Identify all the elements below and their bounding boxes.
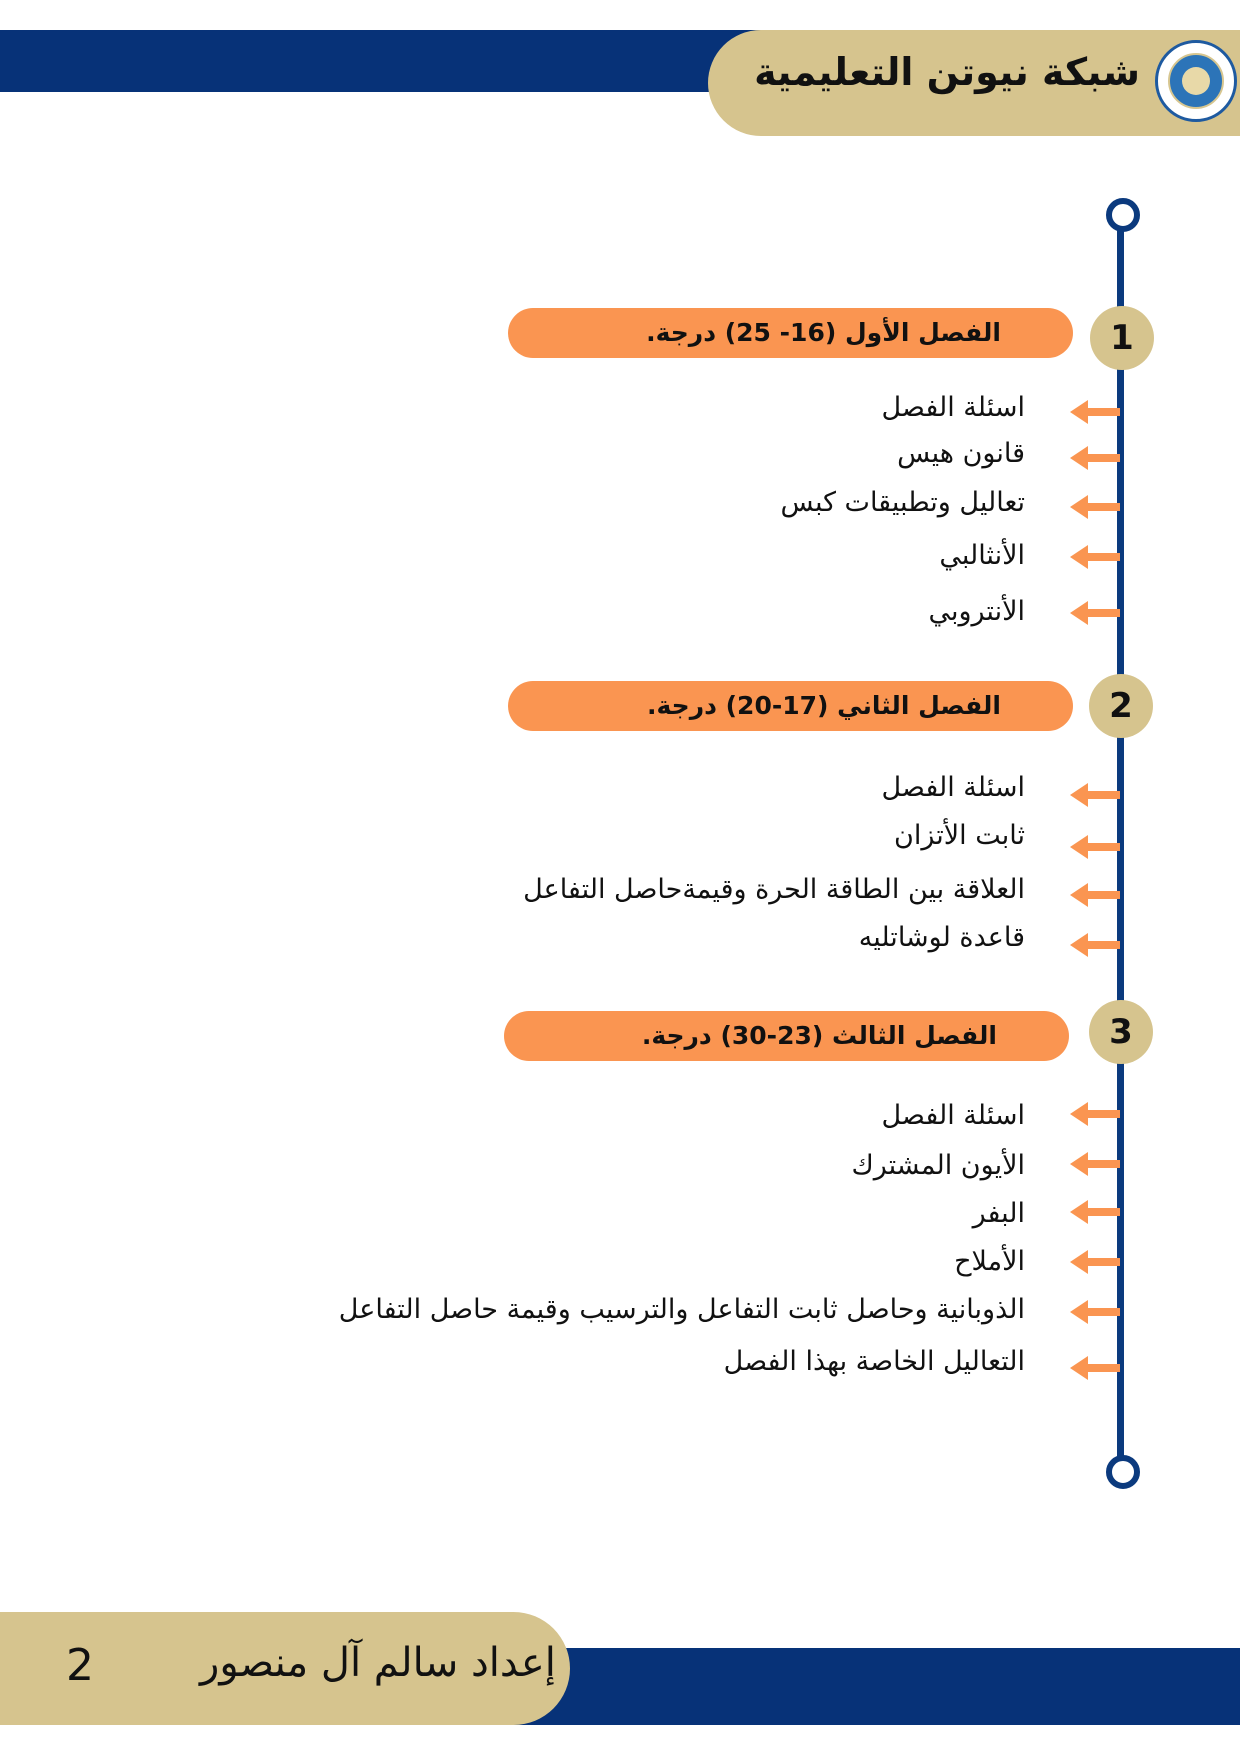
section-title: الفصل الثالث (23-30) درجة. [504, 1011, 1069, 1061]
arrow-left-icon [1068, 542, 1120, 572]
arrow-left-icon [1068, 1297, 1120, 1327]
arrow-left-icon [1068, 443, 1120, 473]
timeline-start-circle-icon [1106, 198, 1140, 232]
section-number-badge: 2 [1089, 674, 1153, 738]
list-item: الأيون المشترك [851, 1150, 1025, 1181]
list-item: العلاقة بين الطاقة الحرة وقيمةحاصل التفاعل [523, 874, 1025, 905]
section-number-badge: 1 [1090, 306, 1154, 370]
arrow-left-icon [1068, 397, 1120, 427]
list-item: ثابت الأتزان [894, 820, 1025, 851]
arrow-left-icon [1068, 880, 1120, 910]
arrow-left-icon [1068, 492, 1120, 522]
arrow-left-icon [1068, 598, 1120, 628]
arrow-left-icon [1068, 1099, 1120, 1129]
list-item: قانون هيس [897, 438, 1025, 469]
list-item: اسئلة الفصل [881, 392, 1025, 423]
section-number-badge: 3 [1089, 1000, 1153, 1064]
logo-icon [1155, 40, 1237, 122]
timeline-end-circle-icon [1106, 1455, 1140, 1489]
arrow-left-icon [1068, 1247, 1120, 1277]
page-number: 2 [66, 1640, 94, 1691]
arrow-left-icon [1068, 780, 1120, 810]
list-item: البفر [972, 1198, 1025, 1229]
arrow-left-icon [1068, 832, 1120, 862]
arrow-left-icon [1068, 1197, 1120, 1227]
author-credit: إعداد سالم آل منصور [200, 1640, 556, 1686]
site-title: شبكة نيوتن التعليمية [754, 50, 1140, 94]
arrow-left-icon [1068, 1353, 1120, 1383]
list-item: الأملاح [954, 1246, 1025, 1277]
list-item: تعاليل وتطبيقات كبس [780, 487, 1025, 518]
section-title: الفصل الأول (16- 25) درجة. [508, 308, 1073, 358]
list-item: اسئلة الفصل [881, 772, 1025, 803]
arrow-left-icon [1068, 930, 1120, 960]
arrow-left-icon [1068, 1149, 1120, 1179]
list-item: اسئلة الفصل [881, 1100, 1025, 1131]
list-item: التعاليل الخاصة بهذا الفصل [723, 1346, 1025, 1377]
list-item: الأنثالبي [939, 540, 1025, 571]
section-title: الفصل الثاني (17-20) درجة. [508, 681, 1073, 731]
list-item: الذوبانية وحاصل ثابت التفاعل والترسيب وقيمة حاصل التفاعل [338, 1294, 1025, 1325]
list-item: قاعدة لوشاتليه [858, 922, 1025, 953]
list-item: الأنتروبي [928, 596, 1025, 627]
